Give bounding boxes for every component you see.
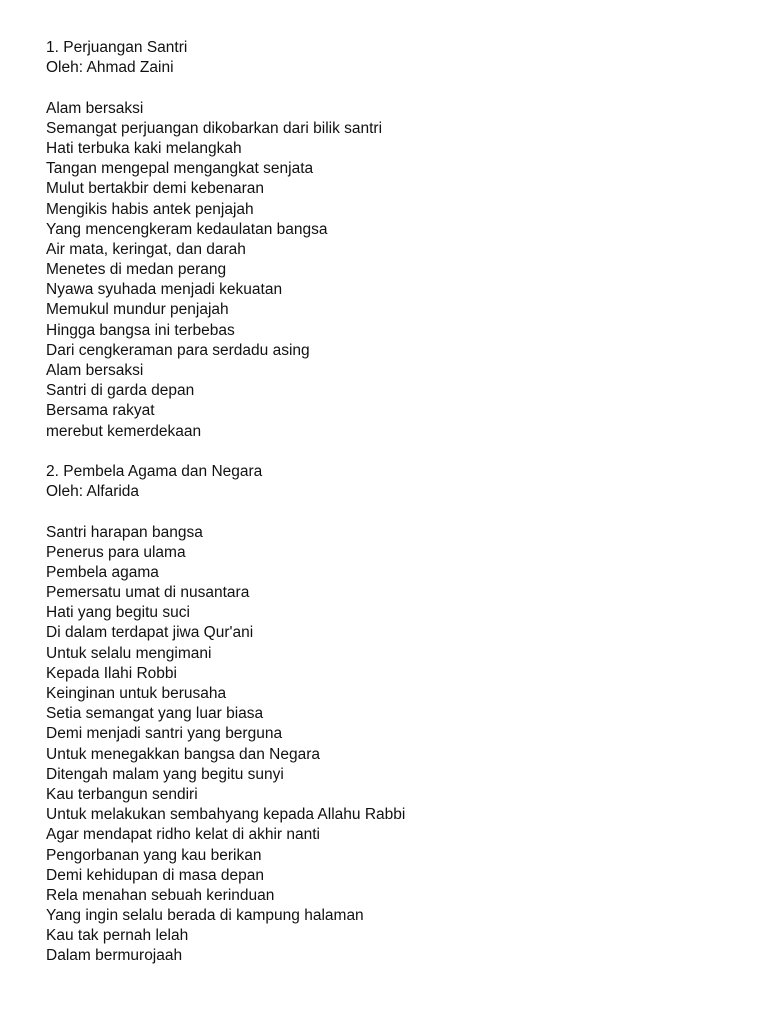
- blank-line: [46, 502, 746, 522]
- poem-2-line: Setia semangat yang luar biasa: [46, 705, 264, 723]
- poem-2-line: Dalam bermurojaah: [46, 947, 183, 965]
- poem-2-line: Pengorbanan yang kau berikan: [46, 846, 262, 864]
- poem-1-line: Hati terbuka kaki melangkah: [46, 139, 242, 157]
- poem-1-line: Santri di garda depan: [46, 382, 195, 400]
- poem-2-line: Di dalam terdapat jiwa Qur'ani: [46, 624, 254, 642]
- poem-2-line: Pembela agama: [46, 563, 159, 581]
- poem-2-line: Kau terbangun sendiri: [46, 785, 198, 803]
- poem-1-line: Hingga bangsa ini terbebas: [46, 321, 235, 339]
- poem-2-title: 2. Pembela Agama dan Negara: [46, 462, 263, 480]
- poem-2-line: Santri harapan bangsa: [46, 523, 203, 541]
- poem-2-line: Kepada Ilahi Robbi: [46, 664, 177, 682]
- poem-1-line: Mengikis habis antek penjajah: [46, 200, 254, 218]
- poem-2-line: Kau tak pernah lelah: [46, 927, 189, 945]
- document-text: [46, 38, 746, 967]
- poem-1-line: merebut kemerdekaan: [46, 422, 202, 440]
- poem-2-line: Agar mendapat ridho kelat di akhir nanti: [46, 826, 320, 844]
- blank-line: [46, 442, 746, 462]
- poem-2-line: Untuk selalu mengimani: [46, 644, 212, 662]
- blank-line: [46, 78, 746, 98]
- poem-2-line: Untuk menegakkan bangsa dan Negara: [46, 745, 321, 763]
- poem-1-line: Yang mencengkeram kedaulatan bangsa: [46, 220, 328, 238]
- poem-1-line: Air mata, keringat, dan darah: [46, 240, 246, 258]
- poem-1-line: Alam bersaksi: [46, 362, 144, 379]
- poem-1-line: Mulut bertakbir demi kebenaran: [46, 180, 264, 198]
- poem-2-line: Hati yang begitu suci: [46, 604, 190, 622]
- poem-1-line: Bersama rakyat: [46, 402, 155, 420]
- poem-2-line: Demi menjadi santri yang berguna: [46, 725, 283, 743]
- poem-1-title: 1. Perjuangan Santri: [46, 39, 188, 56]
- poem-1-line: Alam bersaksi: [46, 99, 144, 117]
- poem-2-line: Untuk melakukan sembahyang kepada Allahu Rabbi: [46, 806, 406, 824]
- poem-1-line: Menetes di medan perang: [46, 261, 227, 279]
- poem-1-line: Dari cengkeraman para serdadu asing: [46, 341, 310, 359]
- poem-1-line: Nyawa syuhada menjadi kekuatan: [46, 281, 283, 299]
- poem-1-line: Memukul mundur penjajah: [46, 301, 229, 319]
- poem-2-line: Demi kehidupan di masa depan: [46, 866, 264, 884]
- poem-2-line: Penerus para ulama: [46, 543, 186, 561]
- poem-2-line: Yang ingin selalu berada di kampung halaman: [46, 907, 364, 925]
- poem-2-line: Pemersatu umat di nusantara: [46, 584, 250, 602]
- poem-2-line: Keinginan untuk berusaha: [46, 685, 227, 702]
- poem-1-line: Semangat perjuangan dikobarkan dari bilik santri: [46, 119, 383, 137]
- poem-2-author: Oleh: Alfarida: [46, 483, 140, 501]
- poem-1-author: Oleh: Ahmad Zaini: [46, 59, 174, 77]
- poem-1-line: Tangan mengepal mengangkat senjata: [46, 160, 314, 178]
- poem-2-line: Rela menahan sebuah kerinduan: [46, 886, 275, 904]
- poem-2-line: Ditengah malam yang begitu sunyi: [46, 765, 284, 783]
